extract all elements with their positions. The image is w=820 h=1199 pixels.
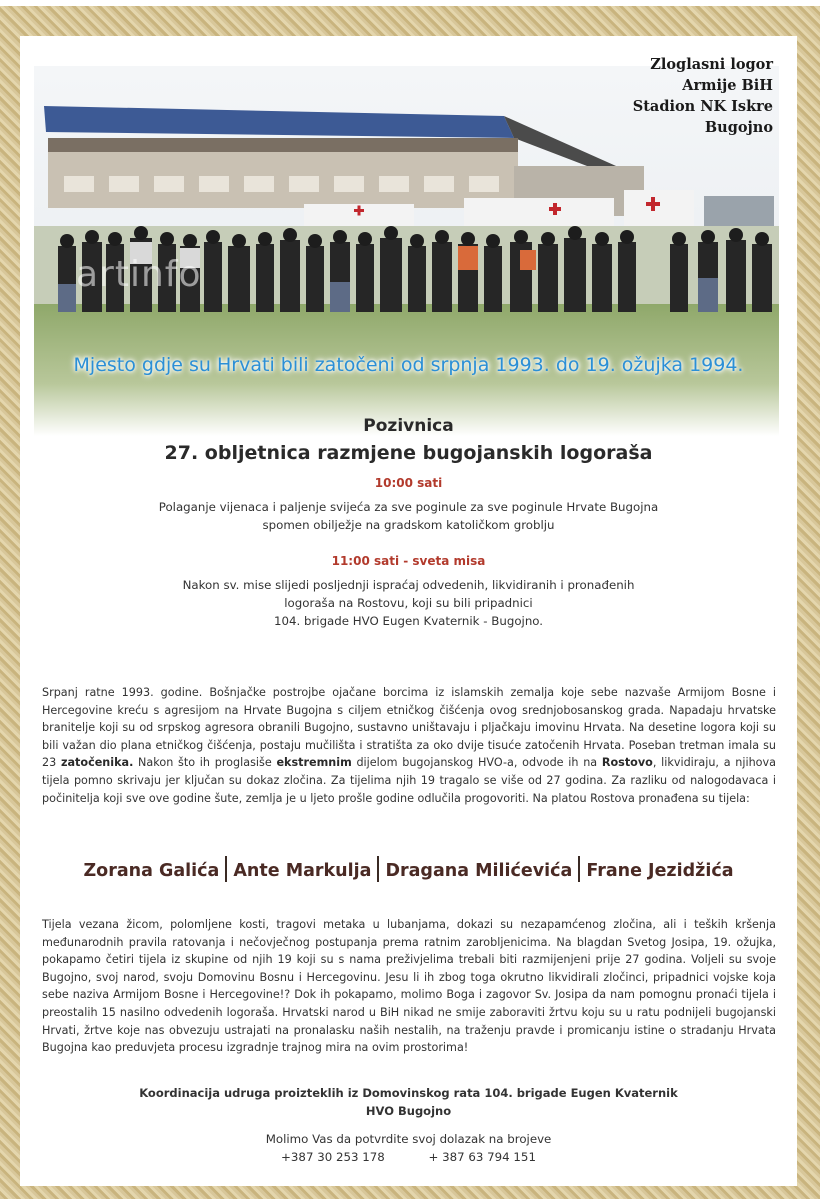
rsvp	[20, 1130, 797, 1166]
camp-caption-line: Zloglasni logor	[650, 56, 773, 73]
event2-description	[20, 576, 797, 630]
event2-line: Nakon sv. mise slijedi posljednji ispraćaj odvedenih, likvidiranih i pronađenih	[182, 578, 635, 592]
detention-banner: Mjesto gdje su Hrvati bili zatočeni od srpnja 1993. do 19. ožujka 1994.	[73, 354, 744, 376]
event1-time: 10:00 sati	[374, 476, 443, 490]
phone-number: + 387 63 794 151	[428, 1150, 536, 1164]
camp-caption-line: Armije BiH	[682, 77, 773, 94]
name-divider	[225, 856, 227, 882]
victim-name: Zorana Galića	[83, 861, 220, 881]
event2-time: 11:00 sati - sveta misa	[331, 554, 486, 568]
event1-description	[20, 498, 797, 534]
camp-caption-line: Bugojno	[704, 119, 773, 136]
history-bold-term: Rostovo	[601, 756, 653, 770]
artinfo-watermark: artinfo	[76, 254, 202, 295]
history-text: dijelom bugojanskog HVO-a, odvode ih na	[351, 756, 602, 770]
event1-line: spomen obilježje na gradskom katoličkom groblju	[262, 518, 555, 532]
history-bold-term: zatočenika.	[60, 756, 134, 770]
history-paragraph	[42, 684, 776, 807]
victim-name: Dragana Milićevića	[385, 861, 573, 881]
name-divider	[578, 856, 580, 882]
organizer	[20, 1084, 797, 1120]
event2-line: 104. brigade HVO Eugen Kvaternik - Bugojno.	[273, 614, 544, 628]
invitation-page	[20, 36, 797, 1186]
victim-name: Frane Jezidžića	[586, 861, 734, 881]
history-text: , likvidiraju, a njihova tijela pomno skrivaju jer ključan su dokaz zločina. Za tijelima njih 19 tragalo se više od 27 godina. Za razliku od nalogodavaca i počinitelja koji sve ove godine šute, zemlja je u ljeto prošle godine odlučila progovoriti. Na platou Rostova pronađena su tijela:	[42, 756, 777, 805]
memorial-paragraph: Tijela vezana žicom, polomljene kosti, tragovi metaka u lubanjama, dokazi su nezapamćenog zločina, ali i teških kršenja međunarodnih pravila ratovanja i nečovječnog postupanja prema ratnim zarobljenicima. Na blagdan Svetog Josipa, 19. ožujka, pokapamo četiri tijela iz skupine od njih 19 koji su s nama preživjelima trebali biti razmijenjeni prije 27 godina. Voljeli su svoje Bugojno, svoj narod, svoju Domovinu Bosnu i Hercegovinu. Jesu li ih zbog toga okrutno likvidirali zločinci, pripadnici vojske koja sebe naziva Armijom Bosne i Hercegovine!? Dok ih pokapamo, molimo Boga i zagovor Sv. Josipa da nam pomognu pronaći tijela i preostalih 15 nasilno odvedenih logoraša. Hrvatski narod u BiH nikad ne smije zaboraviti žrtvu koju su u ratu podnijeli bugojanski Hrvati, žrtve koje nas obvezuju ustrajati na pronalasku naših nestalih, na traženju pravde i promicanju istine o stradanju Hrvata Bugojna kao preduvjeta procesu izgradnje trajnog mira na ovim prostorima!	[42, 918, 776, 1055]
event1-line: Polaganje vijenaca i paljenje svijeća za sve poginule za sve poginule Hrvate Bugojna	[158, 500, 659, 514]
victim-names	[20, 856, 797, 882]
phone-numbers	[20, 1148, 797, 1166]
rsvp-text: Molimo Vas da potvrdite svoj dolazak na brojeve	[265, 1132, 552, 1146]
camp-caption	[633, 54, 773, 138]
invitation-title: Pozivnica	[363, 416, 454, 436]
organizer-line: Koordinacija udruga proizteklih iz Domovinskog rata 104. brigade Eugen Kvaternik	[139, 1086, 678, 1100]
organizer-line: HVO Bugojno	[365, 1104, 452, 1118]
history-text: Nakon što ih proglasiše	[133, 756, 277, 770]
invitation-subtitle: 27. obljetnica razmjene bugojanskih logoraša	[164, 442, 653, 464]
history-bold-term: ekstremnim	[276, 756, 352, 770]
name-divider	[377, 856, 379, 882]
camp-caption-line: Stadion NK Iskre	[632, 98, 773, 115]
event2-line: logoraša na Rostovu, koji su bili pripadnici	[284, 596, 533, 610]
victim-name: Ante Markulja	[233, 861, 372, 881]
history-text: Srpanj ratne 1993. godine. Bošnjačke postrojbe ojačane borcima iz islamskih zemalja koje sebe nazvaše Armijom Bosne i Hercegovine kreću s agresijom na Hrvate Bugojna s ciljem etničkog čišćenja ovog srednjobosanskog grada. Napadaju hrvatske branitelje koji su od srpskog agresora obranili Bugojno, sustavno uništavaju i pljačkaju imovinu Hrvata. Na desetine logora koji su bili važan dio plana etničkog čišćenja, postaju mučilišta i stratišta za oko dvije tisuće zatočenih Hrvata. Poseban tretman imala su 23	[42, 686, 776, 770]
phone-number: +387 30 253 178	[281, 1150, 385, 1164]
